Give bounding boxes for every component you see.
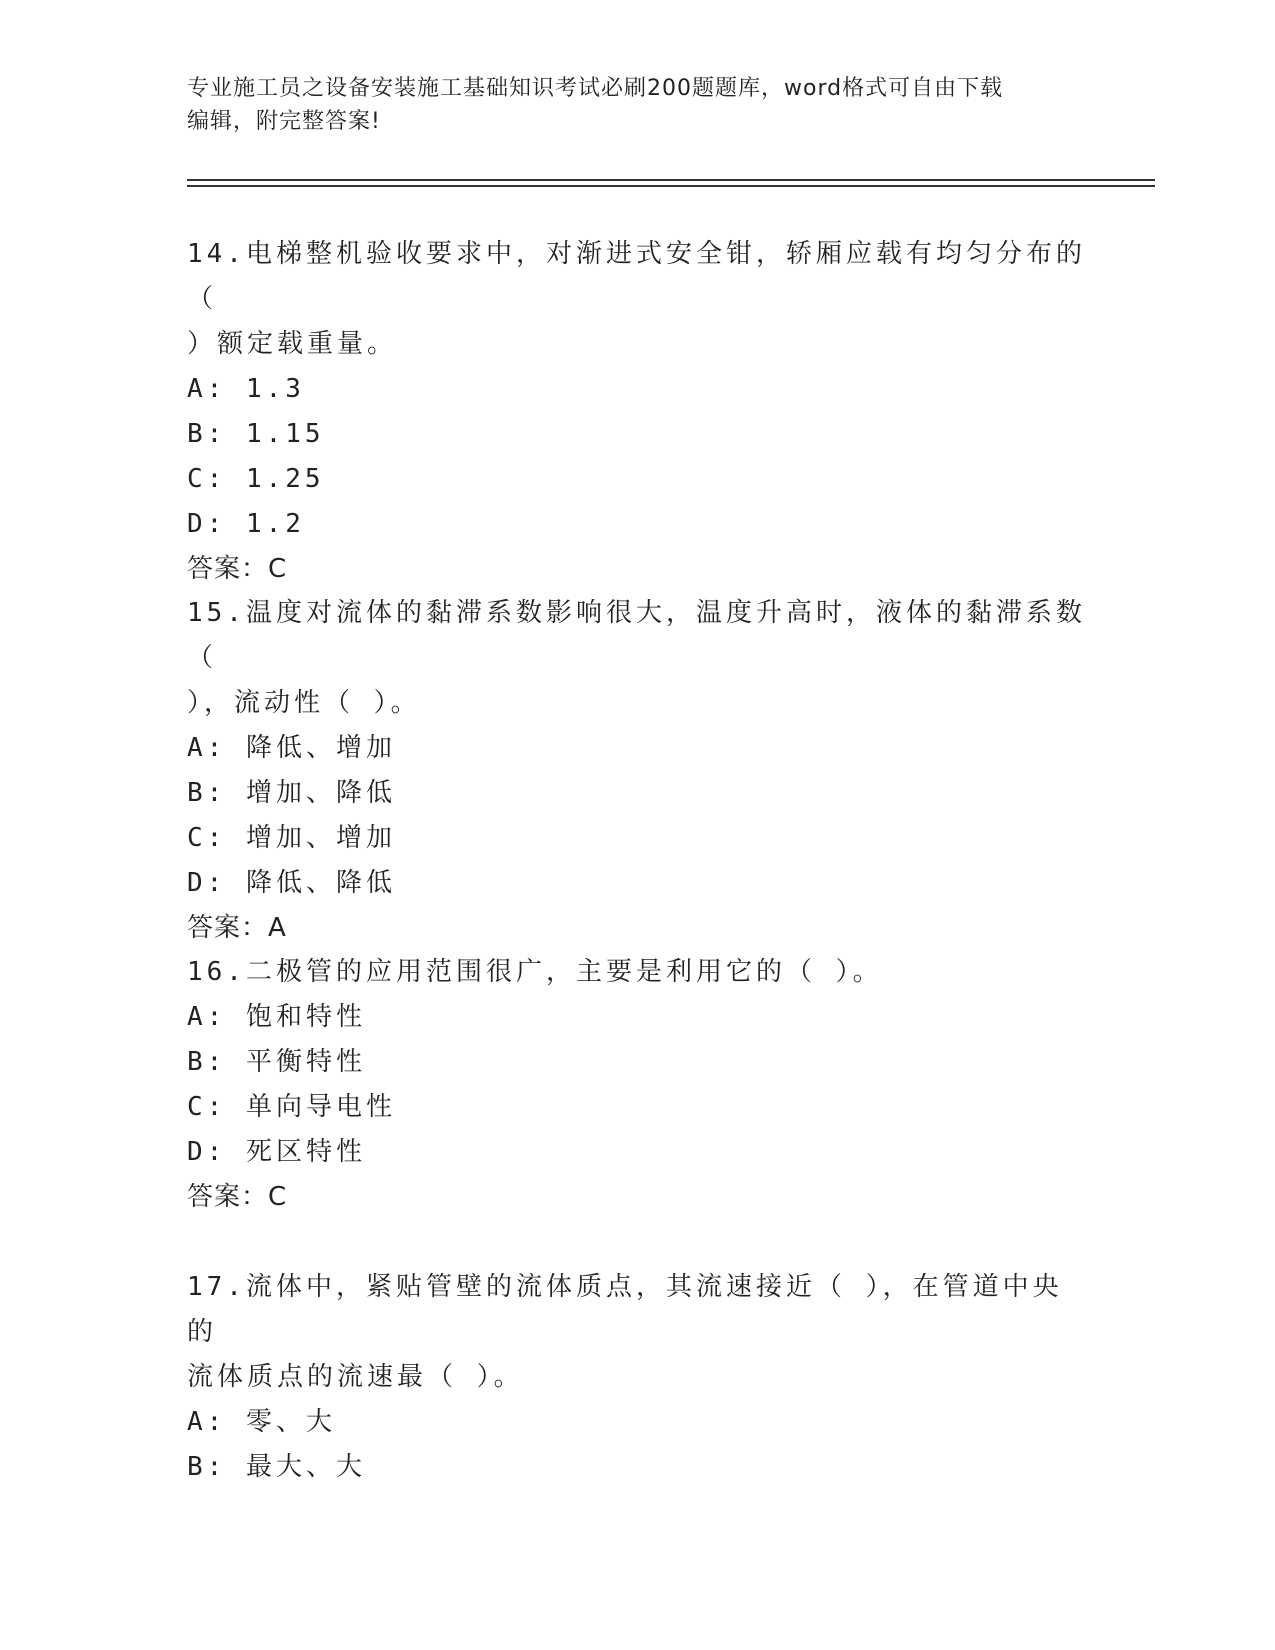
option-c: C: 增加、增加 — [187, 823, 396, 853]
answer: 答案：C — [187, 1182, 288, 1212]
question-text-line-1: 17.流体中，紧贴管壁的流体质点，其流速接近（ ），在管道中央的 — [187, 1272, 1063, 1347]
question-15 — [187, 591, 1087, 951]
option-b: B: 增加、降低 — [187, 778, 396, 808]
question-text-line-1: 14.电梯整机验收要求中，对渐进式安全钳，轿厢应载有均匀分布的（ — [187, 239, 1086, 314]
question-text-line-2: ）额定载重量。 — [187, 329, 398, 359]
answer: 答案：C — [187, 554, 288, 584]
header-divider-top — [187, 179, 1155, 181]
option-a: A: 1.3 — [187, 374, 305, 404]
option-b: B: 1.15 — [187, 419, 325, 449]
header-line-1: 专业施工员之设备安装施工基础知识考试必刷200题题库，word格式可自由下载 — [187, 76, 1004, 101]
document-header — [187, 72, 1087, 138]
header-line-2: 编辑，附完整答案! — [187, 109, 381, 134]
answer: 答案：A — [187, 913, 287, 943]
option-b: B: 平衡特性 — [187, 1047, 366, 1077]
option-c: C: 1.25 — [187, 464, 325, 494]
question-14 — [187, 232, 1087, 592]
option-c: C: 单向导电性 — [187, 1092, 396, 1122]
question-text-line-1: 15.温度对流体的黏滞系数影响很大，温度升高时，液体的黏滞系数（ — [187, 598, 1086, 673]
question-17 — [187, 1265, 1087, 1490]
option-d: D: 降低、降低 — [187, 868, 396, 898]
option-a: A: 零、大 — [187, 1407, 336, 1437]
question-text-line-1: 16.二极管的应用范围很广，主要是利用它的（ ）。 — [187, 957, 883, 987]
question-text-line-2: ），流动性（ ）。 — [187, 688, 421, 718]
option-d: D: 1.2 — [187, 509, 305, 539]
question-16 — [187, 950, 1087, 1220]
option-b: B: 最大、大 — [187, 1452, 366, 1482]
question-text-line-2: 流体质点的流速最（ ）。 — [187, 1362, 524, 1392]
option-d: D: 死区特性 — [187, 1137, 366, 1167]
option-a: A: 饱和特性 — [187, 1002, 366, 1032]
option-a: A: 降低、增加 — [187, 733, 396, 763]
header-divider-bottom — [187, 185, 1155, 187]
